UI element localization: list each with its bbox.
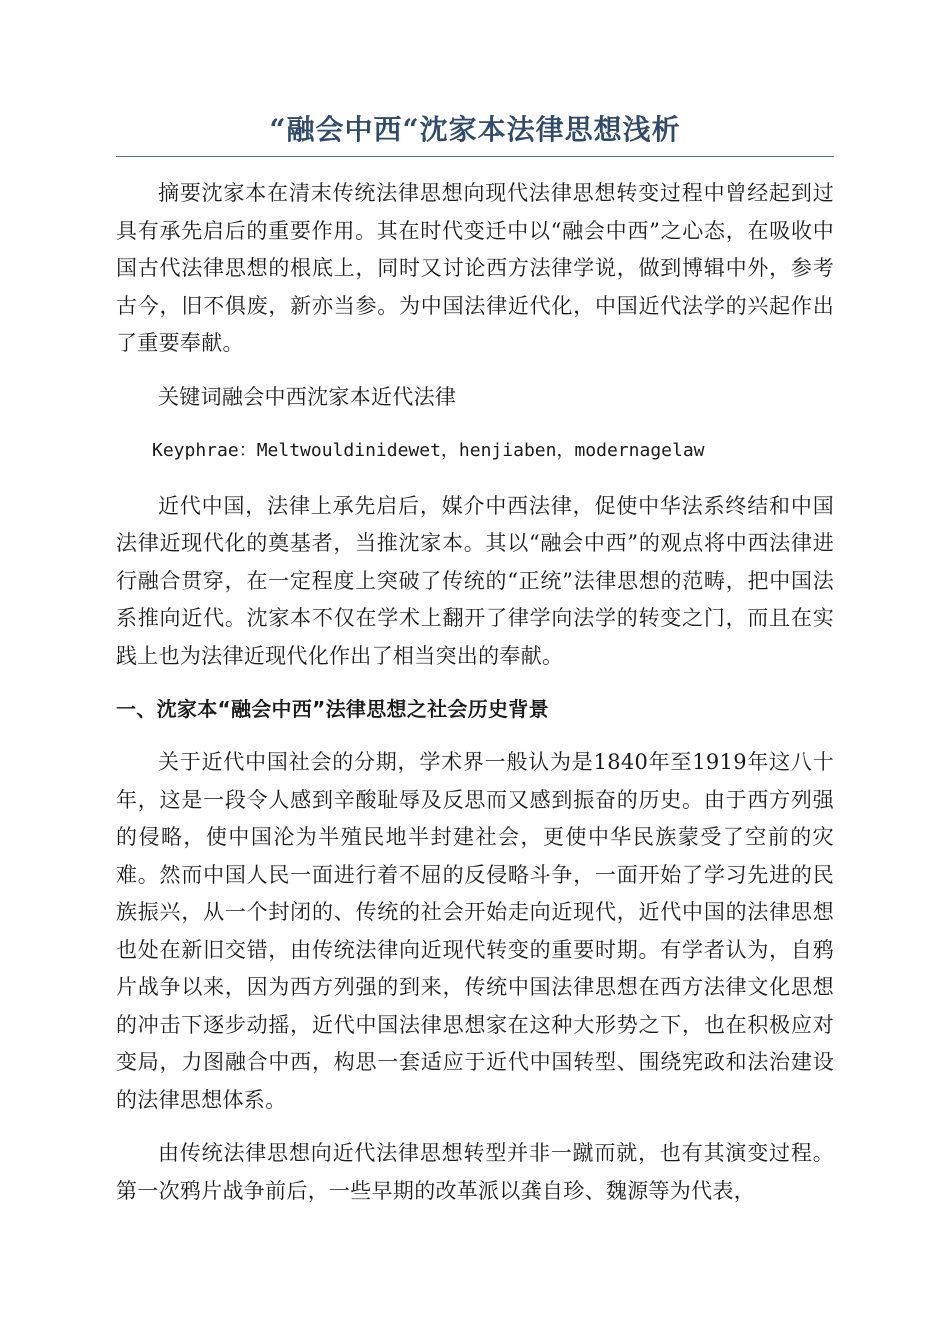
abstract-paragraph: 摘要沈家本在清末传统法律思想向现代法律思想转变过程中曾经起到过具有承先启后的重要作用。其在时代变迁中以“融会中西”之心态，在吸收中国古代法律思想的根底上，同时又讨论西方法律学说，做到博辑中外，参考古今，旧不俱废，新亦当参。为中国法律近代化，中国近代法学的兴起作出了重要奉献。 xyxy=(116,181,834,355)
document-title: “融会中西“沈家本法律思想浅析 xyxy=(116,108,834,157)
keywords-line: 关键词融会中西沈家本近代法律 xyxy=(158,384,457,409)
section-heading: 一、沈家本“融会中西”法律思想之社会历史背景 xyxy=(116,697,549,721)
section-paragraph-1: 关于近代中国社会的分期，学术界一般认为是1840年至1919年这八十年，这是一段令人感到辛酸耻辱及反思而又感到振奋的历史。由于西方列强的侵略，使中国沦为半殖民地半封建社会，更使中华民族蒙受了空前的灾难。然而中国人民一面进行着不屈的反侵略斗争，一面开始了学习先进的民族振兴，从一个封闭的、传统的社会开始走向近现代，近代中国的法律思想也处在新旧交错，由传统法律向近现代转变的重要时期。有学者认为，自鸦片战争以来，因为西方列强的到来，传统中国法律思想在西方法律文化思想的冲击下逐步动摇，近代中国法律思想家在这种大形势之下，也在积极应对变局，力图融合中西，构思一套适应于近代中国转型、围绕宪政和法治建设的法律思想体系。 xyxy=(116,750,834,1112)
document-page xyxy=(116,108,834,1210)
intro-paragraph: 近代中国，法律上承先启后，媒介中西法律，促使中华法系终结和中国法律近现代化的奠基者，当推沈家本。其以“融会中西”的观点将中西法律进行融合贯穿，在一定程度上突破了传统的“正统”法律思想的范畴，把中国法系推向近代。沈家本不仅在学术上翻开了律学向法学的转变之门，而且在实践上也为法律近现代化作出了相当突出的奉献。 xyxy=(116,493,834,668)
section-paragraph-2: 由传统法律思想向近代法律思想转型并非一蹴而就，也有其演变过程。第一次鸦片战争前后，一些早期的改革派以龚自珍、魏源等为代表， xyxy=(116,1141,834,1203)
keyphrase-line: Keyphrae：Meltwouldinidewet，henjiaben，modernagelaw xyxy=(152,440,705,461)
